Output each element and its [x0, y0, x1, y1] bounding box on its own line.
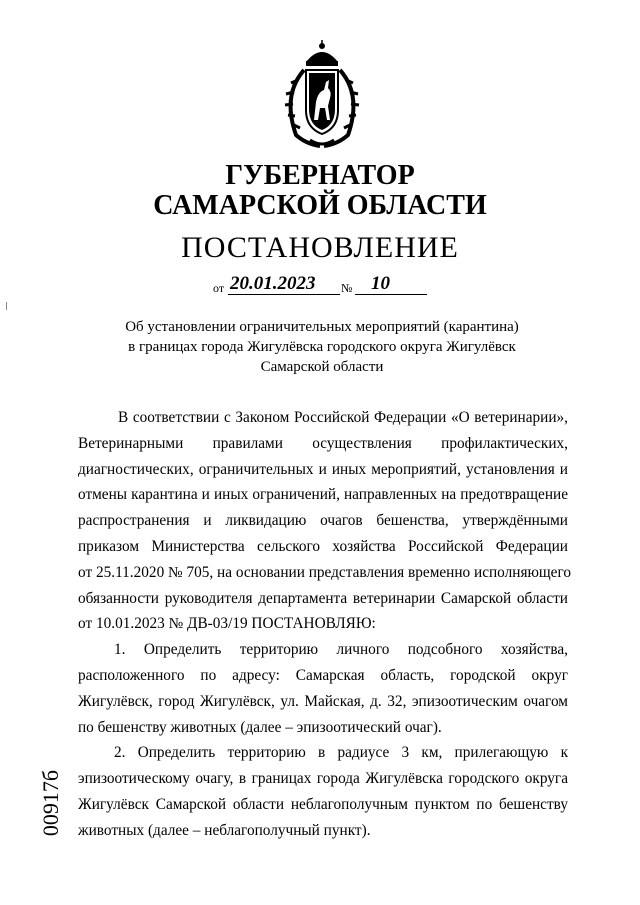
body-line: от 25.11.2020 № 705, на основании представления временно исполняющего — [78, 563, 572, 581]
body-line: обязанности руководителя департамента ветеринарии Самарской области — [78, 589, 568, 607]
body-line: 1. Определить территорию личного подсобного хозяйства, — [114, 641, 568, 659]
decree-number: 10 — [371, 273, 390, 294]
decree-date: 20.01.2023 — [230, 273, 316, 294]
number-underline — [355, 294, 427, 295]
body-line: Ветеринарными правилами осуществления профилактических, — [78, 434, 568, 452]
body-line: эпизоотическому очагу, в границах города Жигулёвска городского округа — [78, 770, 568, 788]
body-line: расположенного по адресу: Самарская область, городской округ — [78, 666, 568, 684]
date-prefix: от — [213, 281, 225, 295]
body-line: отмены карантина и иных ограничений, направленных на предотвращение — [78, 486, 568, 504]
body-line: по бешенству животных (далее – эпизоотический очаг). — [78, 718, 442, 736]
subject-line: в границах города Жигулёвска городского округа Жигулёвск — [128, 339, 516, 355]
date-number-line — [213, 275, 433, 297]
body-line: Жигулёвск, город Жигулёвск, ул. Майская, д. 32, эпизоотическим очагом — [78, 692, 568, 710]
registration-code — [36, 760, 66, 850]
body-line: от 10.01.2023 № ДВ-03/19 ПОСТАНОВЛЯЮ: — [78, 615, 376, 633]
governor-title-line1: ГУБЕРНАТОР — [225, 160, 415, 191]
body-line: В соответствии с Законом Российской Федерации «О ветеринарии», — [118, 409, 568, 426]
margin-mark — [6, 302, 9, 310]
registration-code-text: 00917б — [38, 769, 63, 837]
subject-line: Самарской области — [260, 359, 384, 375]
document-type-title: ПОСТАНОВЛЕНИЕ — [181, 231, 459, 264]
governor-title-line2: САМАРСКОЙ ОБЛАСТИ — [153, 190, 487, 221]
body-line: приказом Министерства сельского хозяйства Российской Федерации — [78, 537, 568, 555]
decree-body — [78, 405, 572, 844]
coat-of-arms-icon — [276, 40, 368, 150]
body-line: 2. Определить территорию в радиусе 3 км, прилегающую к — [114, 744, 568, 762]
number-prefix: № — [341, 281, 353, 295]
body-line: животных (далее – неблагополучный пункт). — [78, 821, 371, 839]
body-line: Жигулёвск Самарской области неблагополучным пунктом по бешенству — [78, 795, 568, 813]
decree-subject — [80, 317, 564, 377]
subject-line: Об установлении ограничительных мероприятий (карантина) — [125, 319, 519, 335]
body-line: диагностических, ограничительных и иных мероприятий, установления и — [78, 460, 568, 478]
body-line: распространения и ликвидацию очагов бешенства, утверждёнными — [78, 512, 568, 530]
